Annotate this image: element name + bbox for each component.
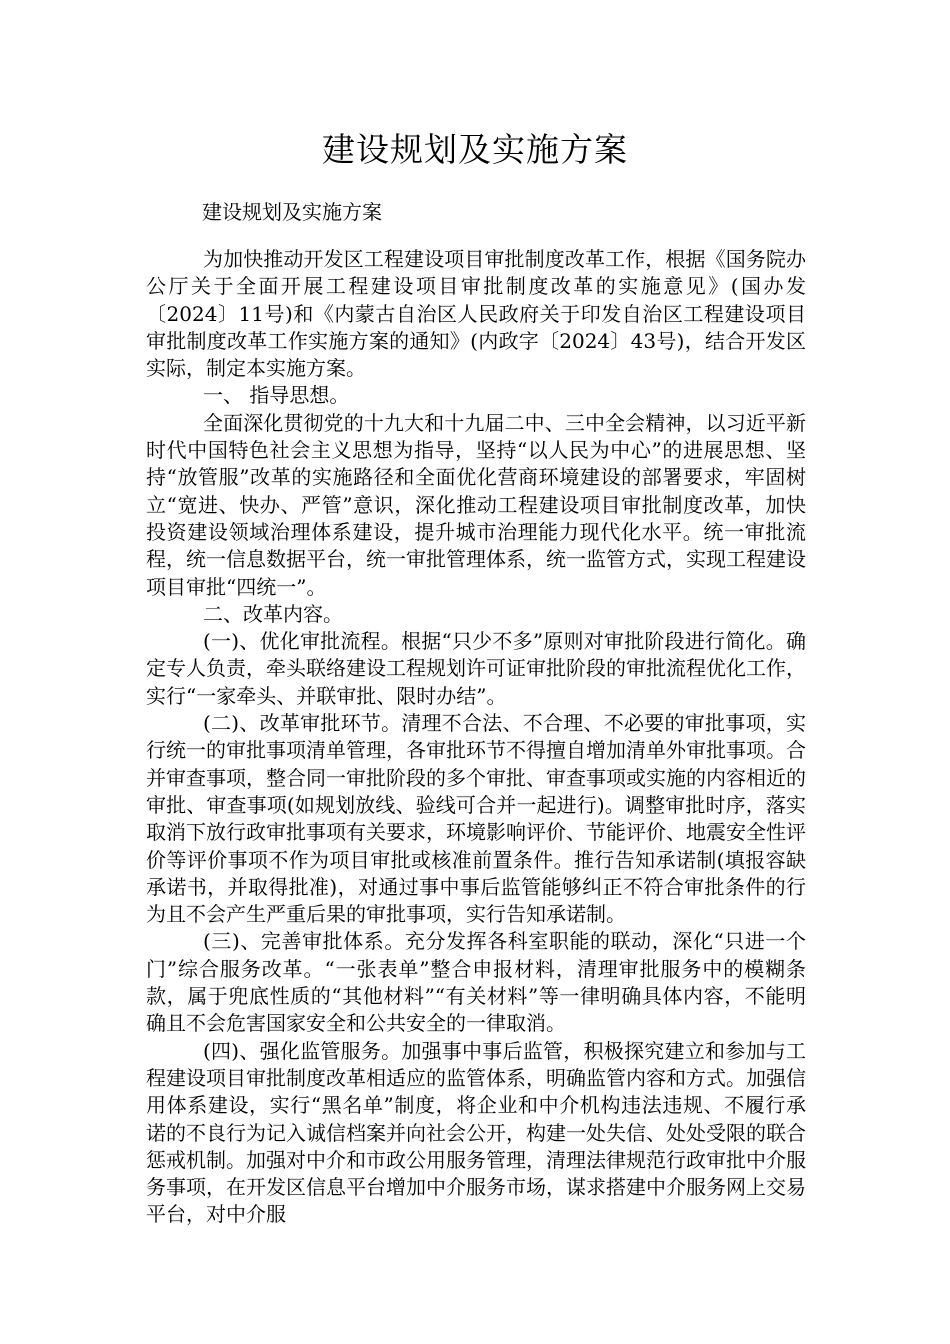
paragraph-intro: 为加快推动开发区工程建设项目审批制度改革工作，根据《国务院办公厅关于全面开展工程建设项目审批制度改革的实施意见》(国办发〔2024〕11号)和《内蒙古自治区人民政府关于印发自治区工程建设项目审批制度改革工作实施方案的通知》(内政字〔2024〕43号)，结合开发区实际，制定本实施方案。 (146, 247, 806, 381)
paragraph-optimize-process: (一)、优化审批流程。根据“只少不多”原则对审批阶段进行简化。确定专人负责，牵头联络建设工程规划许可证审批阶段的审批流程优化工作，实行“一家牵头、并联审批、限时办结”。 (146, 629, 806, 708)
paragraph-reform-steps: (二)、改革审批环节。清理不合法、不合理、不必要的审批事项，实行统一的审批事项清单管理，各审批环节不得擅自增加清单外审批事项。合并审查事项，整合同一审批阶段的多个审批、审查事项或实施的内容相近的审批、审查事项(如规划放线、验线可合并一起进行)。调整审批时序，落实取消下放行政审批事项有关要求，环境影响评价、节能评价、地震安全性评价等评价事项不作为项目审批或核准前置条件。推行告知承诺制(填报容缺承诺书，并取得批准)，对通过事中事后监管能够纠正不符合审批条件的行为且不会产生严重后果的审批事项，实行告知承诺制。 (146, 711, 806, 927)
paragraph-strengthen-supervision: (四)、强化监管服务。加强事中事后监管，积极探究建立和参加与工程建设项目审批制度改革相适应的监管体系，明确监管内容和方式。加强信用体系建设，实行“黑名单”制度，将企业和中介机构违法违规、不履行承诺的不良行为记入诚信档案并向社会公开，构建一处失信、处处受限的联合惩戒机制。加强对中介和市政公用服务管理，清理法律规范行政审批中介服务事项，在开发区信息平台增加中介服务市场，谋求搭建中介服务网上交易平台，对中介服 (146, 1038, 806, 1227)
paragraph-guiding-ideology: 全面深化贯彻党的十九大和十九届二中、三中全会精神，以习近平新时代中国特色社会主义思想为指导，坚持“以人民为中心”的进展思想、坚持“放管服”改革的实施路径和全面优化营商环境建设的部署要求，牢固树立“宽进、快办、严管”意识，深化推动工程建设项目审批制度改革，加快投资建设领域治理体系建设，提升城市治理能力现代化水平。统一审批流程，统一信息数据平台，统一审批管理体系，统一监管方式，实现工程建设项目审批“四统一”。 (146, 410, 806, 599)
document-body (146, 246, 806, 1229)
document-subtitle: 建设规划及实施方案 (202, 200, 382, 224)
document-title: 建设规划及实施方案 (322, 130, 628, 169)
heading-guiding-ideology: 一、 指导思想。 (203, 383, 350, 408)
heading-reform-content: 二、改革内容。 (203, 601, 343, 626)
paragraph-improve-system: (三)、完善审批体系。充分发挥各科室职能的联动，深化“只进一个门”综合服务改革。“一张表单”整合申报材料，清理审批服务中的模糊条款，属于兜底性质的“其他材料”“有关材料”等一律明确具体内容，不能明确且不会危害国家安全和公共安全的一律取消。 (146, 929, 806, 1036)
